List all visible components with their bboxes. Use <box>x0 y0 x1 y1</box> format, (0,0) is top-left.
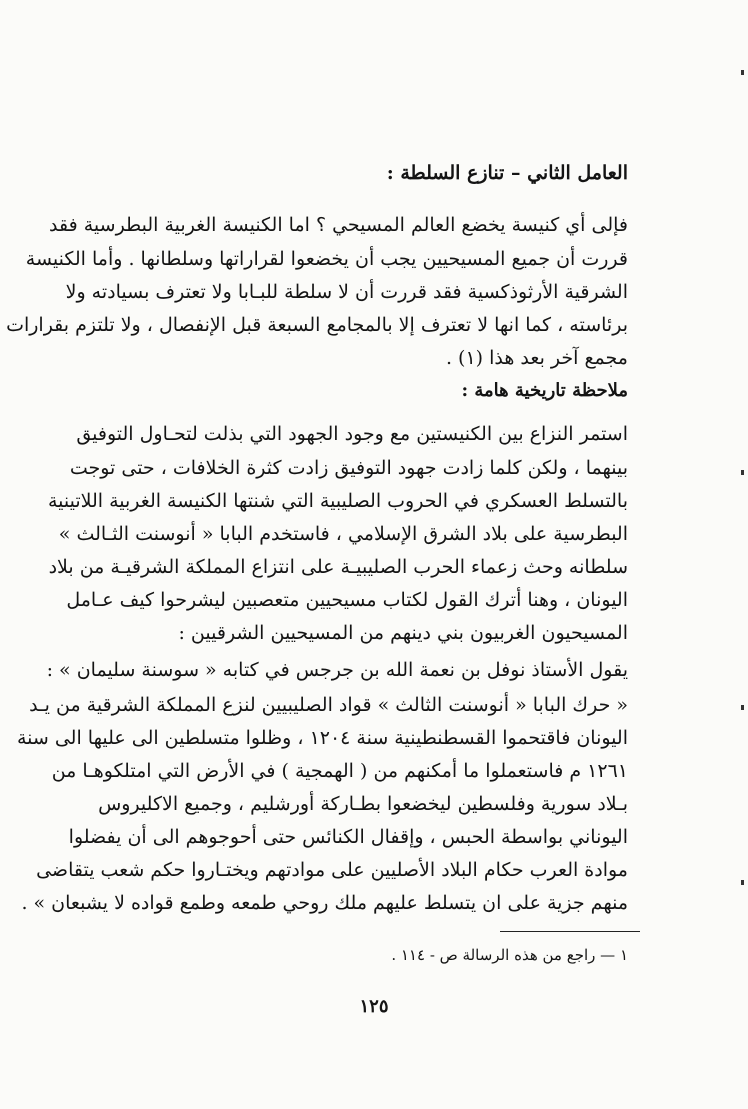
paragraph-line: مجمع آخر بعد هذا (١) . <box>445 347 628 369</box>
paragraph-line: منهم جزية على ان يتسلط عليهم ملك روحي طمعه وطمع قواده لا يشبعان » . <box>21 892 628 914</box>
paragraph-line: البطرسية على بلاد الشرق الإسلامي ، فاستخدم البابا « أنوسنت الثـالث » <box>58 523 628 545</box>
paragraph-line: « حرك البابا « أنوسنت الثالث » قواد الصليبيين لنزع المملكة الشرقية من يـد <box>29 694 628 716</box>
paragraph-line: بالتسلط العسكري في الحروب الصليبية التي شنتها الكنيسة الغربية اللاتينية <box>47 490 628 512</box>
paragraph-line: المسيحيون الغربيون بني دينهم من المسيحيين الشرقيين : <box>178 622 628 644</box>
paragraph-line: موادة العرب حكام البلاد الأصليين على موادتهم ويختـاروا حكم شعب يتقاضى <box>36 859 628 881</box>
paragraph-line: فإلى أي كنيسة يخضع العالم المسيحي ؟ اما الكنيسة الغربية البطرسية فقد <box>49 214 628 236</box>
paragraph-line: اليونان فاقتحموا القسطنطينية سنة ١٢٠٤ ، وظلوا متسلطين الى عليها الى سنة <box>16 727 628 749</box>
scan-edge-mark <box>741 880 744 885</box>
footnote-divider <box>500 931 640 932</box>
paragraph-line: بـلاد سورية وفلسطين ليخضعوا بطـاركة أورشليم ، وجميع الاكليروس <box>98 793 628 815</box>
footnote: ١ — راجع من هذه الرسالة ص - ١١٤ . <box>391 946 628 964</box>
paragraph-line: اليونان ، وهنا أترك القول لكتاب مسيحيين متعصبين ليشرحوا كيف عـامل <box>66 589 628 611</box>
paragraph-line: استمر النزاع بين الكنيستين مع وجود الجهود التي بذلت لتحـاول التوفيق <box>76 423 628 445</box>
scan-edge-mark <box>741 70 744 75</box>
page-number: ١٢٥ <box>359 996 389 1017</box>
section-heading: العامل الثاني – تنازع السلطة : <box>386 162 628 184</box>
paragraph-line: يقول الأستاذ نوفل بن نعمة الله بن جرجس في كتابه « سوسنة سليمان » : <box>46 659 628 681</box>
paragraph-line: قررت أن جميع المسيحيين يجب أن يخضعوا لقراراتها وسلطانها . وأما الكنيسة <box>25 248 628 270</box>
paragraph-line: برئاسته ، كما انها لا تعترف إلا بالمجامع السبعة قبل الإنفصال ، ولا تلتزم بقرارات <box>6 314 628 336</box>
scan-edge-mark <box>741 705 744 710</box>
note-heading: ملاحظة تاريخية هامة : <box>461 380 628 401</box>
paragraph-line: اليوناني بواسطة الحبس ، وإقفال الكنائس حتى أحوجوهم الى أن يفضلوا <box>68 826 628 848</box>
paragraph-line: ١٢٦١ م فاستعملوا ما أمكنهم من ( الهمجية ) في الأرض التي امتلكوهـا من <box>51 760 628 782</box>
paragraph-line: سلطانه وحث زعماء الحرب الصليبيـة على انتزاع المملكة الشرقيـة من بلاد <box>48 556 628 578</box>
paragraph-line: الشرقية الأرثوذكسية فقد قررت أن لا سلطة للبـابا ولا تعترف بسيادته ولا <box>65 281 628 303</box>
scan-edge-mark <box>741 470 744 475</box>
paragraph-line: بينهما ، ولكن كلما زادت جهود التوفيق زادت كثرة الخلافات ، حتى توجت <box>69 457 628 479</box>
